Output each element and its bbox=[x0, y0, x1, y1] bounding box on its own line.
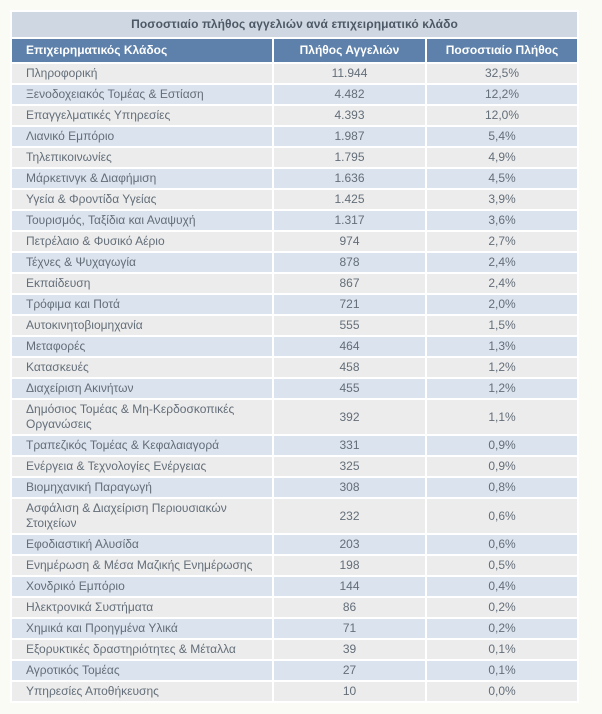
percent-cell: 2,0% bbox=[426, 294, 578, 315]
percent-cell: 0,4% bbox=[426, 576, 578, 597]
sector-cell: Τραπεζικός Τομέας & Κεφαλαιαγορά bbox=[11, 435, 273, 456]
table-row bbox=[11, 294, 578, 315]
percent-cell: 32,5% bbox=[426, 63, 578, 84]
table-row bbox=[11, 534, 578, 555]
table-row bbox=[11, 576, 578, 597]
table-head bbox=[11, 11, 578, 63]
sector-cell: Ενέργεια & Τεχνολογίες Ενέργειας bbox=[11, 456, 273, 477]
count-cell: 71 bbox=[273, 618, 426, 639]
count-cell: 39 bbox=[273, 639, 426, 660]
table-row bbox=[11, 477, 578, 498]
table-row bbox=[11, 378, 578, 399]
table-body bbox=[11, 63, 578, 702]
percent-cell: 4,5% bbox=[426, 168, 578, 189]
count-cell: 203 bbox=[273, 534, 426, 555]
sector-table bbox=[10, 10, 579, 703]
count-cell: 974 bbox=[273, 231, 426, 252]
sector-cell: Υγεία & Φροντίδα Υγείας bbox=[11, 189, 273, 210]
percent-cell: 0,0% bbox=[426, 681, 578, 702]
count-cell: 232 bbox=[273, 498, 426, 534]
count-cell: 11.944 bbox=[273, 63, 426, 84]
column-header-sector: Επιχειρηματικός Κλάδος bbox=[11, 38, 273, 63]
sector-cell: Υπηρεσίες Αποθήκευσης bbox=[11, 681, 273, 702]
count-cell: 86 bbox=[273, 597, 426, 618]
sector-cell: Τηλεπικοινωνίες bbox=[11, 147, 273, 168]
table-row bbox=[11, 639, 578, 660]
percent-cell: 3,9% bbox=[426, 189, 578, 210]
percent-cell: 4,9% bbox=[426, 147, 578, 168]
percent-cell: 2,7% bbox=[426, 231, 578, 252]
percent-cell: 0,2% bbox=[426, 597, 578, 618]
table-row bbox=[11, 147, 578, 168]
count-cell: 464 bbox=[273, 336, 426, 357]
count-cell: 1.987 bbox=[273, 126, 426, 147]
percent-cell: 1,1% bbox=[426, 399, 578, 435]
table-row bbox=[11, 660, 578, 681]
table-row bbox=[11, 126, 578, 147]
percent-cell: 0,1% bbox=[426, 660, 578, 681]
sector-cell: Πετρέλαιο & Φυσικό Αέριο bbox=[11, 231, 273, 252]
sector-cell: Τουρισμός, Ταξίδια και Αναψυχή bbox=[11, 210, 273, 231]
percent-cell: 12,2% bbox=[426, 84, 578, 105]
table-row bbox=[11, 435, 578, 456]
sector-cell: Εφοδιαστική Αλυσίδα bbox=[11, 534, 273, 555]
sector-cell: Αγροτικός Τομέας bbox=[11, 660, 273, 681]
title-row bbox=[11, 11, 578, 38]
table-row bbox=[11, 618, 578, 639]
sector-cell: Αυτοκινητοβιομηχανία bbox=[11, 315, 273, 336]
percent-cell: 12,0% bbox=[426, 105, 578, 126]
table-row bbox=[11, 597, 578, 618]
table-row bbox=[11, 273, 578, 294]
count-cell: 1.795 bbox=[273, 147, 426, 168]
table-row bbox=[11, 399, 578, 435]
sector-cell: Διαχείριση Ακινήτων bbox=[11, 378, 273, 399]
table-row bbox=[11, 315, 578, 336]
sector-cell: Ενημέρωση & Μέσα Μαζικής Ενημέρωσης bbox=[11, 555, 273, 576]
percent-cell: 0,2% bbox=[426, 618, 578, 639]
percent-cell: 0,5% bbox=[426, 555, 578, 576]
sector-cell: Ξενοδοχειακός Τομέας & Εστίαση bbox=[11, 84, 273, 105]
sector-cell: Χονδρικό Εμπόριο bbox=[11, 576, 273, 597]
count-cell: 721 bbox=[273, 294, 426, 315]
table-row bbox=[11, 105, 578, 126]
sector-cell: Εξορυκτικές δραστηριότητες & Μέταλλα bbox=[11, 639, 273, 660]
percent-cell: 0,9% bbox=[426, 435, 578, 456]
percent-cell: 1,2% bbox=[426, 357, 578, 378]
column-header-percent: Ποσοστιαίο Πλήθος bbox=[426, 38, 578, 63]
percent-cell: 3,6% bbox=[426, 210, 578, 231]
count-cell: 4.393 bbox=[273, 105, 426, 126]
count-cell: 325 bbox=[273, 456, 426, 477]
table-row bbox=[11, 168, 578, 189]
percent-cell: 5,4% bbox=[426, 126, 578, 147]
count-cell: 1.636 bbox=[273, 168, 426, 189]
sector-cell: Πληροφορική bbox=[11, 63, 273, 84]
percent-cell: 0,8% bbox=[426, 477, 578, 498]
table-row bbox=[11, 555, 578, 576]
sector-cell: Εκπαίδευση bbox=[11, 273, 273, 294]
count-cell: 4.482 bbox=[273, 84, 426, 105]
count-cell: 392 bbox=[273, 399, 426, 435]
percent-cell: 1,2% bbox=[426, 378, 578, 399]
sector-cell: Ασφάλιση & Διαχείριση Περιουσιακών Στοιχείων bbox=[11, 498, 273, 534]
count-cell: 867 bbox=[273, 273, 426, 294]
percent-cell: 2,4% bbox=[426, 252, 578, 273]
sector-cell: Μάρκετινγκ & Διαφήμιση bbox=[11, 168, 273, 189]
percent-cell: 1,3% bbox=[426, 336, 578, 357]
count-cell: 455 bbox=[273, 378, 426, 399]
sector-cell: Λιανικό Εμπόριο bbox=[11, 126, 273, 147]
table-row bbox=[11, 63, 578, 84]
header-row bbox=[11, 38, 578, 63]
count-cell: 1.425 bbox=[273, 189, 426, 210]
count-cell: 27 bbox=[273, 660, 426, 681]
table-row bbox=[11, 681, 578, 702]
sector-cell: Δημόσιος Τομέας & Μη-Κερδοσκοπικές Οργανώσεις bbox=[11, 399, 273, 435]
sector-cell: Μεταφορές bbox=[11, 336, 273, 357]
table-row bbox=[11, 498, 578, 534]
table-row bbox=[11, 336, 578, 357]
sector-cell: Επαγγελματικές Υπηρεσίες bbox=[11, 105, 273, 126]
sector-cell: Τέχνες & Ψυχαγωγία bbox=[11, 252, 273, 273]
percent-cell: 0,6% bbox=[426, 498, 578, 534]
percent-cell: 1,5% bbox=[426, 315, 578, 336]
sector-cell: Κατασκευές bbox=[11, 357, 273, 378]
count-cell: 10 bbox=[273, 681, 426, 702]
table-row bbox=[11, 189, 578, 210]
count-cell: 198 bbox=[273, 555, 426, 576]
count-cell: 331 bbox=[273, 435, 426, 456]
table-title: Ποσοστιαίο πλήθος αγγελιών ανά επιχειρηματικό κλάδο bbox=[11, 11, 578, 38]
sector-cell: Ηλεκτρονικά Συστήματα bbox=[11, 597, 273, 618]
column-header-count: Πλήθος Αγγελιών bbox=[273, 38, 426, 63]
count-cell: 144 bbox=[273, 576, 426, 597]
count-cell: 555 bbox=[273, 315, 426, 336]
table-row bbox=[11, 456, 578, 477]
table-row bbox=[11, 210, 578, 231]
percent-cell: 0,1% bbox=[426, 639, 578, 660]
count-cell: 1.317 bbox=[273, 210, 426, 231]
sector-cell: Τρόφιμα και Ποτά bbox=[11, 294, 273, 315]
count-cell: 308 bbox=[273, 477, 426, 498]
percent-cell: 0,9% bbox=[426, 456, 578, 477]
count-cell: 878 bbox=[273, 252, 426, 273]
table-row bbox=[11, 357, 578, 378]
sector-cell: Βιομηχανική Παραγωγή bbox=[11, 477, 273, 498]
sector-cell: Χημικά και Προηγμένα Υλικά bbox=[11, 618, 273, 639]
percent-cell: 2,4% bbox=[426, 273, 578, 294]
table-row bbox=[11, 231, 578, 252]
count-cell: 458 bbox=[273, 357, 426, 378]
table-row bbox=[11, 84, 578, 105]
percent-cell: 0,6% bbox=[426, 534, 578, 555]
table-row bbox=[11, 252, 578, 273]
